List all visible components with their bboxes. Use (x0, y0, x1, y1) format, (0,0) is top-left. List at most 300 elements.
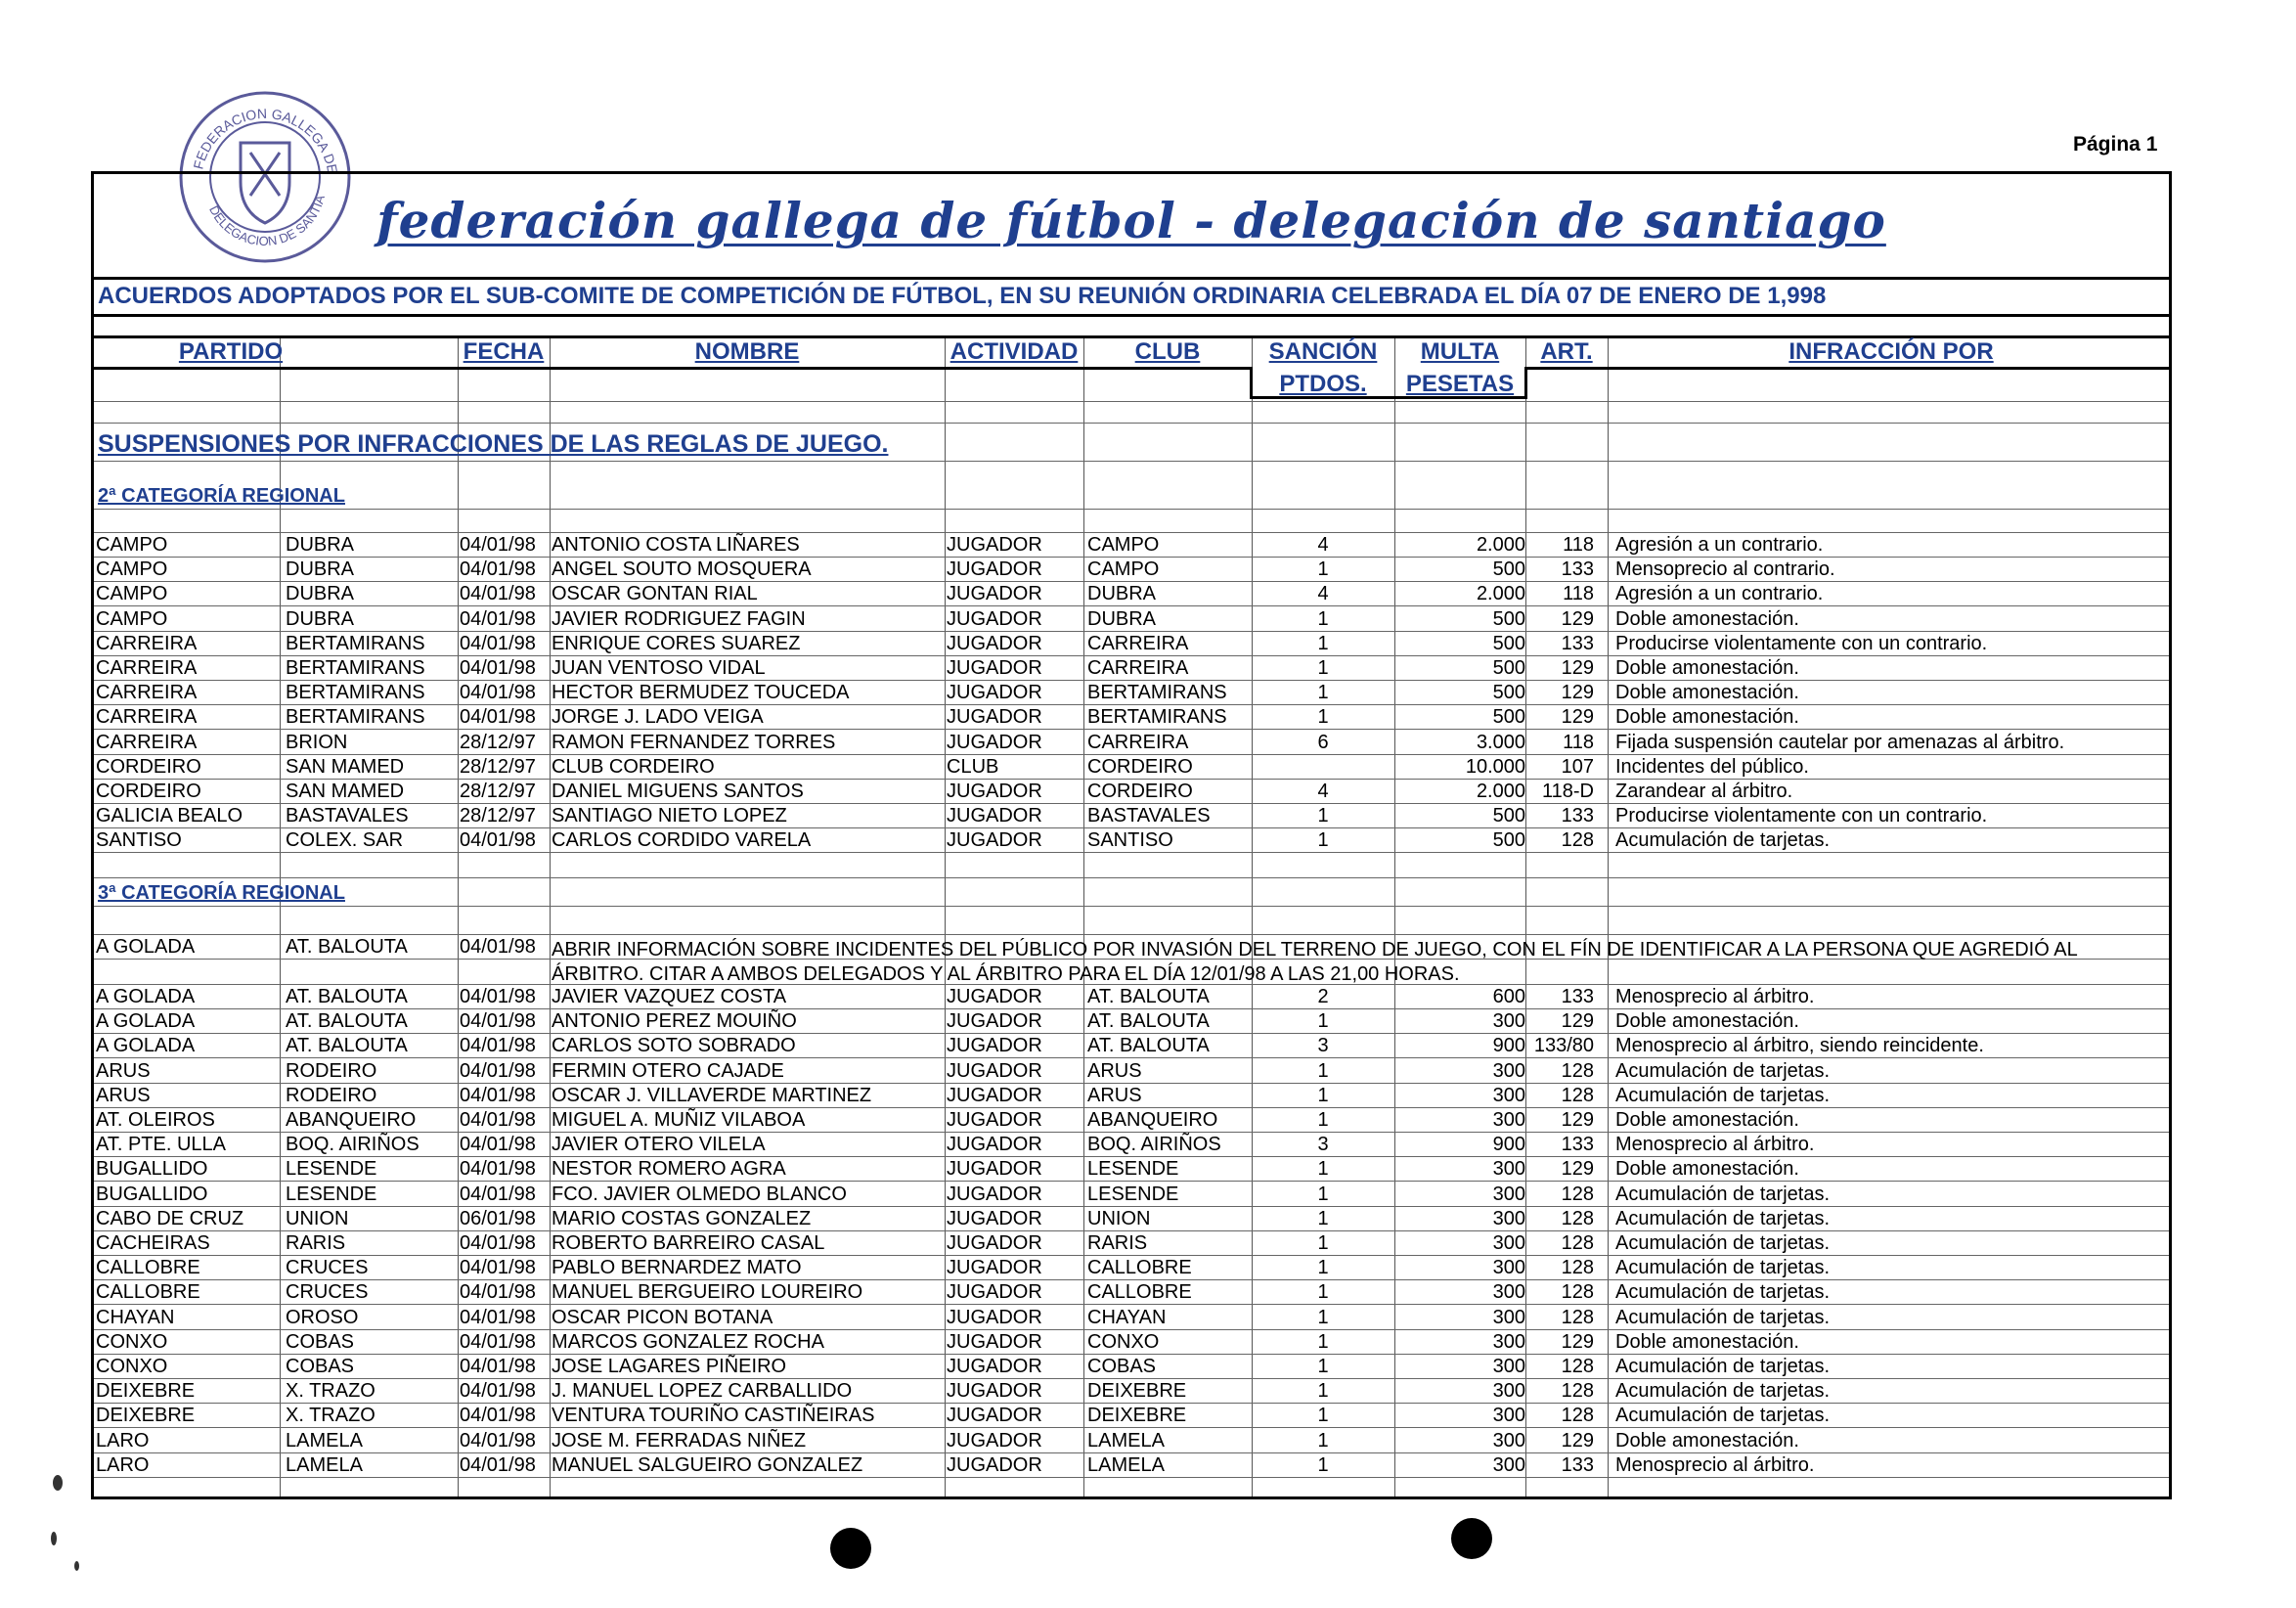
cell-club: CARREIRA (1087, 657, 1189, 679)
cell-nombre: FERMIN OTERO CAJADE (552, 1060, 784, 1082)
cell-multa: 300 (1492, 1158, 1525, 1180)
cell-actividad: JUGADOR (947, 986, 1042, 1007)
cell-club: LAMELA (1087, 1454, 1165, 1476)
cell-club: CALLOBRE (1087, 1257, 1192, 1278)
cell-nombre: ROBERTO BARREIRO CASAL (552, 1232, 825, 1254)
cell-infraccion: Doble amonestación. (1615, 1109, 1799, 1131)
cell-partido: CARREIRA (96, 633, 198, 654)
cell-partido: CONXO (96, 1356, 168, 1377)
cell-infraccion: Doble amonestación. (1615, 657, 1799, 679)
cell-fecha: 04/01/98 (460, 1380, 536, 1402)
cell-sancion: 1 (1317, 1307, 1329, 1328)
cell-actividad: JUGADOR (947, 1405, 1042, 1426)
cell-club: ABANQUEIRO (1087, 1109, 1218, 1131)
cell-sancion: 1 (1317, 829, 1329, 851)
cell-club: CONXO (1087, 1331, 1160, 1353)
cell-partido: CORDEIRO (96, 781, 201, 802)
cell-actividad: JUGADOR (947, 1085, 1042, 1106)
cell-multa: 300 (1492, 1380, 1525, 1402)
speck-1 (53, 1475, 63, 1491)
cell-fecha: 04/01/98 (460, 1307, 536, 1328)
cell-fecha: 04/01/98 (460, 1060, 536, 1082)
cell-actividad: JUGADOR (947, 1208, 1042, 1229)
cell-sancion: 1 (1317, 1085, 1329, 1106)
cell-infraccion: Producirse violentamente con un contrario. (1615, 633, 1988, 654)
cell-club: BASTAVALES (1087, 805, 1211, 826)
cell-nombre: MARIO COSTAS GONZALEZ (552, 1208, 812, 1229)
cell-partido: CARREIRA (96, 732, 198, 753)
cell-nombre: JORGE J. LADO VEIGA (552, 706, 764, 728)
cell-art: 128 (1561, 1184, 1594, 1205)
cell-infraccion: Acumulación de tarjetas. (1615, 1307, 1831, 1328)
cell-infraccion: Menosprecio al árbitro. (1615, 1134, 1815, 1155)
cell-multa: 500 (1492, 805, 1525, 826)
cell-actividad: JUGADOR (947, 657, 1042, 679)
cell-nombre: CARLOS SOTO SOBRADO (552, 1035, 796, 1056)
cell-sancion: 1 (1317, 608, 1329, 630)
cell-nombre: MANUEL BERGUEIRO LOUREIRO (552, 1281, 863, 1303)
cell-nombre: JOSE M. FERRADAS NIÑEZ (552, 1430, 807, 1452)
cell-visitante: BERTAMIRANS (286, 706, 425, 728)
cell-partido: ARUS (96, 1085, 151, 1106)
cell-sancion: 1 (1317, 706, 1329, 728)
cell-partido: CALLOBRE (96, 1281, 200, 1303)
table-row (94, 1256, 2169, 1280)
cell-infraccion: Incidentes del público. (1615, 756, 1809, 778)
row-line (94, 877, 2169, 878)
cell-visitante: DUBRA (286, 558, 355, 580)
cell-fecha: 04/01/98 (460, 583, 536, 604)
cell-infraccion: Acumulación de tarjetas. (1615, 1208, 1831, 1229)
cell-partido: AT. PTE. ULLA (96, 1134, 227, 1155)
table-row (94, 656, 2169, 681)
cell-sancion: 1 (1317, 1208, 1329, 1229)
cell-club: LESENDE (1087, 1184, 1179, 1205)
table-row (94, 558, 2169, 582)
cell-fecha: 04/01/98 (460, 1134, 536, 1155)
cell-art: 129 (1561, 608, 1594, 630)
acuerdos-text: ACUERDOS ADOPTADOS POR EL SUB-COMITE DE COMPETICIÓN DE FÚTBOL, EN SU REUNIÓN ORDINARIA CELEBRADA EL DÍA 07 DE ENERO DE 1,998 (98, 283, 1827, 309)
cell-actividad: JUGADOR (947, 1307, 1042, 1328)
cell-fecha: 28/12/97 (460, 781, 536, 802)
cell-partido: DEIXEBRE (96, 1380, 196, 1402)
table-row (94, 1404, 2169, 1428)
cell-nombre: MANUEL SALGUEIRO GONZALEZ (552, 1454, 863, 1476)
cell-art: 128 (1561, 1307, 1594, 1328)
cell-actividad: JUGADOR (947, 1380, 1042, 1402)
cell-fecha: 04/01/98 (460, 706, 536, 728)
punch-hole-left (830, 1528, 871, 1569)
cell-sancion: 1 (1317, 1109, 1329, 1131)
row-line (94, 401, 2169, 402)
cell-infraccion: Acumulación de tarjetas. (1615, 829, 1831, 851)
cell-visitante: X. TRAZO (286, 1380, 375, 1402)
cell-art: 128 (1561, 1232, 1594, 1254)
section-title: SUSPENSIONES POR INFRACCIONES DE LAS REGLAS DE JUEGO. (98, 430, 889, 458)
cell-club: AT. BALOUTA (1087, 986, 1210, 1007)
cell-visitante: BRION (286, 732, 348, 753)
category-3-label: 3ª CATEGORÍA REGIONAL (98, 882, 345, 904)
cell-actividad: JUGADOR (947, 1430, 1042, 1452)
cell-nombre: MARCOS GONZALEZ ROCHA (552, 1331, 824, 1353)
cell-multa: 900 (1492, 1134, 1525, 1155)
table-row (94, 1280, 2169, 1305)
table-row (94, 1133, 2169, 1157)
table-row (94, 1034, 2169, 1058)
cell-visitante: DUBRA (286, 583, 355, 604)
cell-sancion: 3 (1317, 1134, 1329, 1155)
speck-3 (74, 1561, 79, 1571)
header-sancion: SANCIÓN (1268, 338, 1378, 365)
cell-art: 107 (1561, 756, 1594, 778)
category-2-label: 2ª CATEGORÍA REGIONAL (98, 485, 345, 507)
cell-actividad: JUGADOR (947, 583, 1042, 604)
cell-actividad: JUGADOR (947, 1060, 1042, 1082)
table-row (94, 1379, 2169, 1404)
cell-multa: 600 (1492, 986, 1525, 1007)
table-row (94, 1207, 2169, 1231)
cell-visitante: X. TRAZO (286, 1405, 375, 1426)
cell-club: CORDEIRO (1087, 756, 1193, 778)
cell-visitante: RODEIRO (286, 1060, 377, 1082)
cell-infraccion: Acumulación de tarjetas. (1615, 1060, 1831, 1082)
table-row (94, 1009, 2169, 1034)
table-row (94, 828, 2169, 853)
cell-club: ARUS (1087, 1085, 1142, 1106)
cell-actividad: JUGADOR (947, 1184, 1042, 1205)
cell-nombre: ENRIQUE CORES SUAREZ (552, 633, 801, 654)
table-row (94, 755, 2169, 780)
cell-art: 129 (1561, 1430, 1594, 1452)
cell-sancion: 1 (1317, 682, 1329, 703)
cell-multa: 300 (1492, 1232, 1525, 1254)
cell-partido: LARO (96, 1454, 150, 1476)
cell-art: 129 (1561, 1331, 1594, 1353)
note-line-2: ÁRBITRO. CITAR A AMBOS DELEGADOS Y AL ÁRBITRO PARA EL DÍA 12/01/98 A LAS 21,00 HORAS. (552, 963, 1460, 985)
cell-club: AT. BALOUTA (1087, 1010, 1210, 1032)
cell-club: BERTAMIRANS (1087, 706, 1227, 728)
cell-actividad: JUGADOR (947, 1454, 1042, 1476)
cell-fecha: 04/01/98 (460, 1405, 536, 1426)
cell-actividad: JUGADOR (947, 608, 1042, 630)
acuerdos-banner (94, 277, 2169, 317)
cell-multa: 300 (1492, 1085, 1525, 1106)
svg-text:DELEGACION DE SANTIAGO: DELEGACION DE SANTIA (206, 193, 328, 249)
cell-fecha: 04/01/98 (460, 1430, 536, 1452)
cell-partido: BUGALLIDO (96, 1158, 208, 1180)
cell-art: 133 (1561, 1134, 1594, 1155)
cell-sancion: 1 (1317, 558, 1329, 580)
cell-club: BOQ. AIRIÑOS (1087, 1134, 1221, 1155)
cell-art: 129 (1561, 657, 1594, 679)
cell-multa: 900 (1492, 1035, 1525, 1056)
table-row (94, 985, 2169, 1009)
cell-actividad: JUGADOR (947, 1035, 1042, 1056)
cell-fecha: 28/12/97 (460, 756, 536, 778)
cell-multa: 500 (1492, 706, 1525, 728)
header-partido: PARTIDO (178, 338, 284, 365)
cell-art: 129 (1561, 706, 1594, 728)
cell-partido: CAMPO (96, 534, 168, 556)
cell-infraccion: Doble amonestación. (1615, 1158, 1799, 1180)
note-visitante: AT. BALOUTA (286, 936, 408, 958)
cell-partido: A GOLADA (96, 1010, 196, 1032)
cell-multa: 500 (1492, 829, 1525, 851)
cell-club: BERTAMIRANS (1087, 682, 1227, 703)
cell-visitante: COBAS (286, 1331, 355, 1353)
header-art: ART. (1540, 338, 1593, 365)
cell-nombre: JUAN VENTOSO VIDAL (552, 657, 766, 679)
cell-partido: CABO DE CRUZ (96, 1208, 244, 1229)
cell-nombre: CARLOS CORDIDO VARELA (552, 829, 812, 851)
header-sancion-sub: PTDOS. (1279, 371, 1367, 397)
cell-club: LAMELA (1087, 1430, 1165, 1452)
cell-multa: 300 (1492, 1109, 1525, 1131)
cell-multa: 500 (1492, 633, 1525, 654)
cell-fecha: 04/01/98 (460, 1010, 536, 1032)
cell-sancion: 1 (1317, 1158, 1329, 1180)
cell-infraccion: Doble amonestación. (1615, 608, 1799, 630)
cell-nombre: OSCAR GONTAN RIAL (552, 583, 758, 604)
cell-infraccion: Agresión a un contrario. (1615, 534, 1824, 556)
cell-club: CAMPO (1087, 558, 1160, 580)
cell-visitante: OROSO (286, 1307, 359, 1328)
cell-art: 128 (1561, 1380, 1594, 1402)
cell-sancion: 4 (1317, 534, 1329, 556)
table-row (94, 582, 2169, 606)
cell-club: SANTISO (1087, 829, 1173, 851)
cell-visitante: COLEX. SAR (286, 829, 404, 851)
header-infraccion: INFRACCIÓN POR (1788, 338, 1994, 365)
cell-fecha: 04/01/98 (460, 534, 536, 556)
cell-partido: CAMPO (96, 558, 168, 580)
cell-multa: 300 (1492, 1331, 1525, 1353)
cell-visitante: LAMELA (286, 1454, 363, 1476)
cell-infraccion: Agresión a un contrario. (1615, 583, 1824, 604)
cell-infraccion: Acumulación de tarjetas. (1615, 1281, 1831, 1303)
cell-actividad: JUGADOR (947, 633, 1042, 654)
speck-2 (51, 1532, 57, 1545)
cell-sancion: 1 (1317, 1184, 1329, 1205)
cell-nombre: FCO. JAVIER OLMEDO BLANCO (552, 1184, 847, 1205)
table-row (94, 1330, 2169, 1355)
cell-nombre: VENTURA TOURIÑO CASTIÑEIRAS (552, 1405, 875, 1426)
cell-fecha: 04/01/98 (460, 1257, 536, 1278)
cell-actividad: JUGADOR (947, 1232, 1042, 1254)
cell-sancion: 1 (1317, 1356, 1329, 1377)
cell-club: CHAYAN (1087, 1307, 1167, 1328)
cell-nombre: HECTOR BERMUDEZ TOUCEDA (552, 682, 850, 703)
cell-club: UNION (1087, 1208, 1151, 1229)
cell-visitante: LESENDE (286, 1184, 377, 1205)
row-line (94, 906, 2169, 907)
cell-actividad: JUGADOR (947, 1257, 1042, 1278)
cell-art: 128 (1561, 829, 1594, 851)
cell-visitante: UNION (286, 1208, 349, 1229)
cell-infraccion: Fijada suspensión cautelar por amenazas al árbitro. (1615, 732, 2065, 753)
table-row (94, 1355, 2169, 1379)
cell-nombre: JAVIER VAZQUEZ COSTA (552, 986, 787, 1007)
cell-actividad: JUGADOR (947, 781, 1042, 802)
cell-club: DUBRA (1087, 583, 1157, 604)
table-row (94, 533, 2169, 558)
cell-infraccion: Acumulación de tarjetas. (1615, 1232, 1831, 1254)
cell-sancion: 1 (1317, 1232, 1329, 1254)
cell-club: LESENDE (1087, 1158, 1179, 1180)
cell-multa: 300 (1492, 1184, 1525, 1205)
cell-infraccion: Producirse violentamente con un contrario. (1615, 805, 1988, 826)
cell-club: CARREIRA (1087, 732, 1189, 753)
cell-sancion: 1 (1317, 1405, 1329, 1426)
cell-visitante: BERTAMIRANS (286, 682, 425, 703)
cell-fecha: 04/01/98 (460, 682, 536, 703)
cell-sancion: 1 (1317, 633, 1329, 654)
cell-visitante: RARIS (286, 1232, 346, 1254)
cell-nombre: OSCAR PICON BOTANA (552, 1307, 773, 1328)
cell-partido: CONXO (96, 1331, 168, 1353)
cell-fecha: 04/01/98 (460, 1158, 536, 1180)
table-row (94, 780, 2169, 804)
cell-sancion: 1 (1317, 1010, 1329, 1032)
cell-art: 128 (1561, 1257, 1594, 1278)
cell-nombre: ANTONIO PEREZ MOUIÑO (552, 1010, 797, 1032)
cell-partido: GALICIA BEALO (96, 805, 243, 826)
cell-infraccion: Acumulación de tarjetas. (1615, 1184, 1831, 1205)
cell-partido: CAMPO (96, 608, 168, 630)
table-row (94, 804, 2169, 828)
cell-sancion: 6 (1317, 732, 1329, 753)
cell-visitante: ABANQUEIRO (286, 1109, 417, 1131)
cell-sancion: 2 (1317, 986, 1329, 1007)
header-multa-sub: PESETAS (1405, 371, 1515, 397)
table-row (94, 1306, 2169, 1330)
header-mid-border-left (94, 367, 1252, 370)
cell-club: DEIXEBRE (1087, 1405, 1187, 1426)
cell-partido: SANTISO (96, 829, 182, 851)
cell-actividad: JUGADOR (947, 682, 1042, 703)
cell-multa: 2.000 (1476, 781, 1525, 802)
cell-nombre: PABLO BERNARDEZ MATO (552, 1257, 802, 1278)
table-row (94, 1084, 2169, 1108)
header-club: CLUB (1134, 338, 1201, 365)
cell-art: 129 (1561, 682, 1594, 703)
cell-partido: CALLOBRE (96, 1257, 200, 1278)
cell-club: CALLOBRE (1087, 1281, 1192, 1303)
cell-actividad: JUGADOR (947, 534, 1042, 556)
cell-fecha: 04/01/98 (460, 1356, 536, 1377)
cell-actividad: JUGADOR (947, 805, 1042, 826)
cell-club: ARUS (1087, 1060, 1142, 1082)
cell-nombre: J. MANUEL LOPEZ CARBALLIDO (552, 1380, 853, 1402)
cell-sancion: 3 (1317, 1035, 1329, 1056)
cell-actividad: CLUB (947, 756, 999, 778)
cell-multa: 500 (1492, 558, 1525, 580)
cell-visitante: BOQ. AIRIÑOS (286, 1134, 419, 1155)
cell-nombre: OSCAR J. VILLAVERDE MARTINEZ (552, 1085, 872, 1106)
note-fecha: 04/01/98 (460, 936, 536, 958)
cell-club: COBAS (1087, 1356, 1157, 1377)
table-row (94, 731, 2169, 755)
cell-fecha: 04/01/98 (460, 829, 536, 851)
cell-club: CAMPO (1087, 534, 1160, 556)
table-row (94, 1429, 2169, 1453)
cell-partido: LARO (96, 1430, 150, 1452)
cell-infraccion: Doble amonestación. (1615, 706, 1799, 728)
cell-sancion: 1 (1317, 1281, 1329, 1303)
cell-fecha: 04/01/98 (460, 657, 536, 679)
cell-visitante: CRUCES (286, 1257, 369, 1278)
cell-multa: 10.000 (1465, 756, 1525, 778)
cell-sancion: 1 (1317, 1060, 1329, 1082)
cell-actividad: JUGADOR (947, 1331, 1042, 1353)
cell-partido: AT. OLEIROS (96, 1109, 215, 1131)
cell-visitante: DUBRA (286, 534, 355, 556)
cell-partido: ARUS (96, 1060, 151, 1082)
cell-partido: BUGALLIDO (96, 1184, 208, 1205)
cell-multa: 3.000 (1476, 732, 1525, 753)
cell-multa: 2.000 (1476, 534, 1525, 556)
cell-partido: A GOLADA (96, 1035, 196, 1056)
cell-art: 118 (1563, 732, 1594, 753)
header-mid-border-right (1525, 367, 2169, 370)
table-row (94, 1157, 2169, 1182)
cell-multa: 500 (1492, 608, 1525, 630)
cell-multa: 300 (1492, 1208, 1525, 1229)
cell-partido: CARREIRA (96, 657, 198, 679)
cell-actividad: JUGADOR (947, 1134, 1042, 1155)
cell-sancion: 1 (1317, 805, 1329, 826)
cell-art: 133/80 (1533, 1035, 1594, 1056)
table-row (94, 1231, 2169, 1256)
cell-actividad: JUGADOR (947, 1158, 1042, 1180)
cell-multa: 300 (1492, 1010, 1525, 1032)
cell-art: 118 (1563, 534, 1594, 556)
note-partido: A GOLADA (96, 936, 196, 958)
cell-nombre: JAVIER OTERO VILELA (552, 1134, 766, 1155)
cell-infraccion: Menosprecio al árbitro. (1615, 986, 1815, 1007)
cell-art: 133 (1561, 558, 1594, 580)
cell-multa: 300 (1492, 1257, 1525, 1278)
cell-art: 128 (1561, 1085, 1594, 1106)
cell-actividad: JUGADOR (947, 829, 1042, 851)
table-row (94, 1183, 2169, 1207)
header-actividad: ACTIVIDAD (949, 338, 1079, 365)
cell-fecha: 28/12/97 (460, 805, 536, 826)
row-line (94, 461, 2169, 462)
cell-club: DEIXEBRE (1087, 1380, 1187, 1402)
cell-infraccion: Zarandear al árbitro. (1615, 781, 1793, 802)
cell-nombre: JOSE LAGARES PIÑEIRO (552, 1356, 787, 1377)
cell-partido: CHAYAN (96, 1307, 175, 1328)
cell-infraccion: Doble amonestación. (1615, 682, 1799, 703)
cell-multa: 300 (1492, 1454, 1525, 1476)
table-row (94, 607, 2169, 632)
cell-actividad: JUGADOR (947, 1356, 1042, 1377)
document-frame (91, 171, 2172, 1499)
cell-fecha: 04/01/98 (460, 1331, 536, 1353)
header-nombre: NOMBRE (694, 338, 800, 365)
cell-sancion: 1 (1317, 657, 1329, 679)
cell-fecha: 04/01/98 (460, 1184, 536, 1205)
cell-visitante: AT. BALOUTA (286, 986, 408, 1007)
cell-visitante: DUBRA (286, 608, 355, 630)
cell-partido: CARREIRA (96, 682, 198, 703)
cell-partido: A GOLADA (96, 986, 196, 1007)
cell-nombre: DANIEL MIGUENS SANTOS (552, 781, 804, 802)
cell-club: CARREIRA (1087, 633, 1189, 654)
cell-visitante: BASTAVALES (286, 805, 409, 826)
cell-fecha: 04/01/98 (460, 986, 536, 1007)
